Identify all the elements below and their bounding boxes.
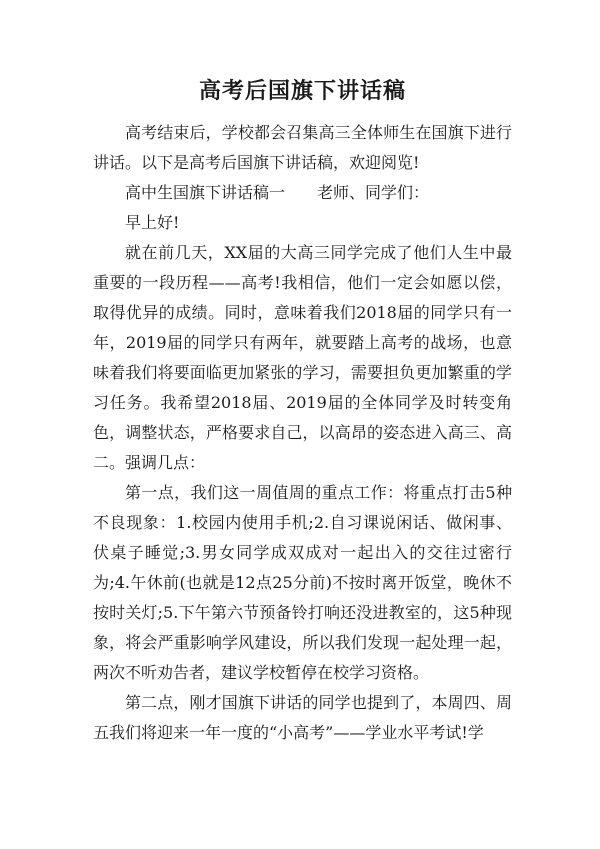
paragraph-intro: 高考结束后，学校都会召集高三全体师生在国旗下进行讲话。以下是高考后国旗下讲话稿，欢迎阅览!	[93, 123, 512, 172]
paragraph-speech-heading: 高中生国旗下讲话稿一 老师、同学们：	[125, 183, 430, 202]
paragraph-greeting: 早上好!	[125, 213, 180, 232]
paragraph-body-1: 就在前几天，XX届的大高三同学完成了他们人生中最重要的一段历程——高考!我相信，他们一定会如愿以偿，取得优异的成绩。同时，意味着我们2018届的同学只有一年，2019届的同学只有两年，就要踏上高考的战场，也意味着我们将要面临更加紧张的学习，需要担负更加繁重的学习任务。我希望2018届、2019届的全体同学及时转变角色，调整状态，严格要求自己，以高昂的姿态进入高三、高二。强调几点：	[93, 243, 512, 472]
paragraph-body-2: 第一点，我们这一周值周的重点工作：将重点打击5种不良现象：1.校园内使用手机;2.自习课说闲话、做闲事、伏桌子睡觉;3.男女同学成双成对一起出入的交往过密行为;4.午休前(也就是12点25分前)不按时离开饭堂，晚休不按时关灯;5.下午第六节预备铃打响还没进教室的，这5种现象，将会严重影响学风建设，所以我们发现一起处理一起，两次不听劝告者，建议学校暂停在校学习资格。	[93, 483, 512, 682]
paragraph-body-3: 第二点，刚才国旗下讲话的同学也提到了，本周四、周五我们将迎来一年一度的“小高考”——学业水平考试!学	[93, 693, 512, 742]
document-title: 高考后国旗下讲话稿	[198, 78, 406, 104]
